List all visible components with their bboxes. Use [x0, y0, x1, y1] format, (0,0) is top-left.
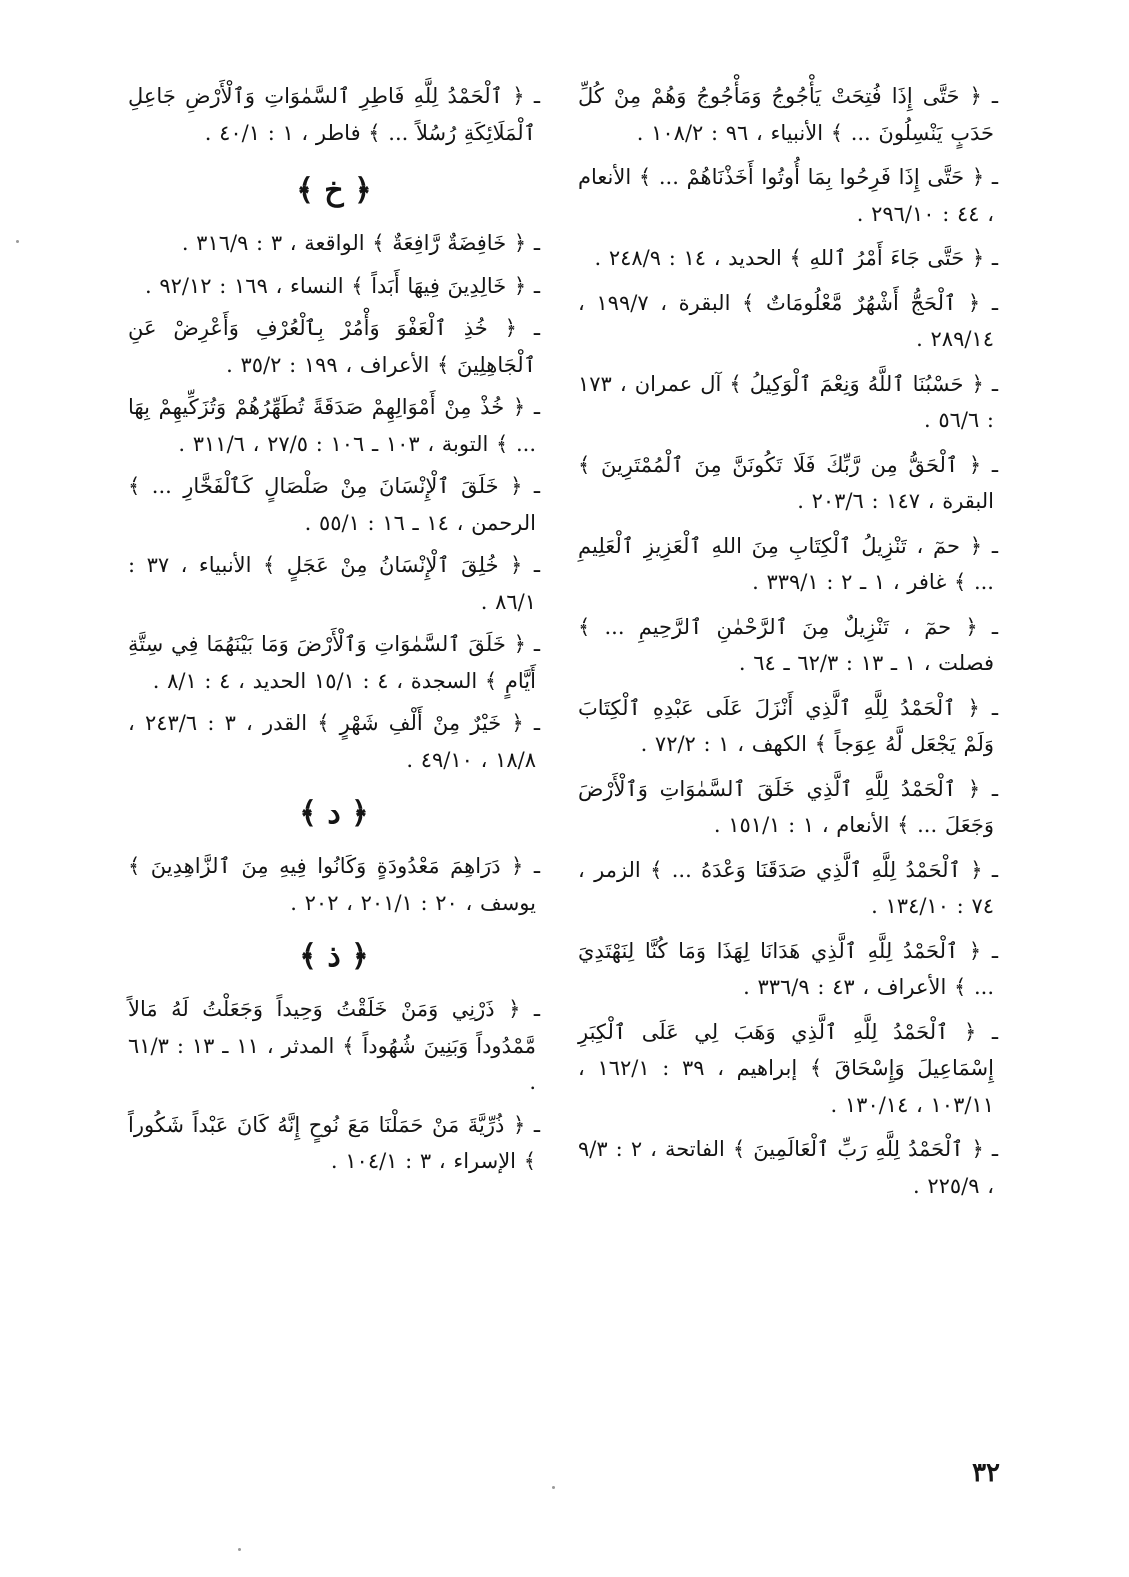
scan-speck	[16, 240, 19, 243]
index-entry: ـ ﴿ ٱلْحَمْدُ لِلَّهِ ٱلَّذِي وَهَبَ لِي عَلَى ٱلْكِبَرِ إِسْمَاعِيلَ وَإِسْحَاقَ ﴾ إبراهيم ، ٣٩ : ١٦٢/١ ، ١٠٣/١١ ، ١٣٠/١٤ .	[578, 1019, 998, 1117]
index-entry: ـ ﴿ ٱلْحَقُّ مِن رَّبِّكَ فَلَا تَكُونَنَّ مِنَ ٱلْمُمْتَرِينَ ﴾ البقرة ، ١٤٧ : ٢٠٣/٦ .	[578, 452, 998, 513]
scan-speck	[552, 1486, 555, 1489]
index-entry: ـ ﴿ حَتَّى جَاءَ أَمْرُ ٱللهِ ﴾ الحديد ، ١٤ : ٢٤٨/٩ .	[594, 246, 998, 270]
index-entry: ـ ﴿ ٱلْحَجُّ أَشْهُرٌ مَّعْلُومَاتٌ ﴾ البقرة ، ١٩٩/٧ ، ٢٨٩/١٤ .	[578, 290, 998, 351]
index-entry: ـ ﴿ ٱلْحَمْدُ لِلَّهِ ٱلَّذِي صَدَقَنَا وَعْدَهُ ... ﴾ الزمر ، ٧٤ : ١٣٤/١٠ .	[578, 857, 998, 918]
index-entry: ـ ﴿ خُذِ ٱلْعَفْوَ وَأْمُرْ بِٱلْعُرْفِ وَأَعْرِضْ عَنِ ٱلْجَاهِلِينَ ﴾ الأعراف ، ١٩٩ : ٣٥/٢ .	[128, 316, 540, 377]
index-entry: ـ ﴿ خَالِدِينَ فِيهَا أَبَداً ﴾ النساء ، ١٦٩ : ٩٢/١٢ .	[145, 273, 540, 298]
left-column	[128, 78, 540, 1186]
index-entry: ـ ﴿ حَسْبُنَا ٱللَّهُ وَنِعْمَ ٱلْوَكِيلُ ﴾ آل عمران ، ١٧٣ : ٥٦/٦ .	[578, 371, 998, 432]
index-entry: ـ ﴿ خُلِقَ ٱلْإِنْسَانُ مِنْ عَجَلٍ ﴾ الأنبياء ، ٣٧ : ٨٦/١ .	[128, 553, 540, 614]
index-entry: ـ ﴿ حَتَّى إِذَا فُتِحَتْ يَأْجُوجُ وَمَأْجُوجُ وَهُمْ مِنْ كُلِّ حَدَبٍ يَنْسِلُونَ ... ﴾ الأنبياء ، ٩٦ : ١٠٨/٢ .	[578, 84, 998, 145]
index-entry: ـ ﴿ ٱلْحَمْدُ لِلَّهِ ٱلَّذِي أَنْزَلَ عَلَى عَبْدِهِ ٱلْكِتَابَ وَلَمْ يَجْعَل لَّهُ عِوَجاً ﴾ الكهف ، ١ : ٧٢/٢ .	[578, 695, 998, 756]
index-entry: ـ ﴿ دَرَاهِمَ مَعْدُودَةٍ وَكَانُوا فِيهِ مِنَ ٱلزَّاهِدِينَ ﴾ يوسف ، ٢٠ : ٢٠١/١ ، ٢٠٢ .	[128, 854, 540, 915]
index-entry: ـ ﴿ ٱلْحَمْدُ لِلَّهِ فَاطِرِ ٱلسَّمٰوَاتِ وَٱلْأَرْضِ جَاعِلِ ٱلْمَلَائِكَةِ رُسُلاً ... ﴾ فاطر ، ١ : ٤٠/١ .	[128, 84, 540, 145]
index-entry: ـ ﴿ خَلَقَ ٱلسَّمٰوَاتِ وَٱلْأَرْضَ وَمَا بَيْنَهُمَا فِي سِتَّةِ أَيَّامٍ ﴾ السجدة ، ٤ : ١٥/١ الحديد ، ٤ : ٨/١ .	[128, 632, 540, 693]
index-entry: ـ ﴿ حمٓ ، تَنْزِيلُ ٱلْكِتَابِ مِنَ اللهِ ٱلْعَزِيزِ ٱلْعَلِيمِ ... ﴾ غافر ، ١ ـ ٢ : ٣٣٩/١ .	[578, 533, 998, 594]
page-number: ٣٢	[972, 1458, 1000, 1488]
index-entry: ـ ﴿ حمٓ ، تَنْزِيلٌ مِنَ ٱلرَّحْمٰنِ ٱلرَّحِيمِ ... ﴾ فصلت ، ١ ـ ١٣ : ٦٢/٣ ـ ٦٤ .	[578, 614, 998, 675]
scan-speck	[238, 1548, 241, 1551]
index-entry: ـ ﴿ ذَرْنِي وَمَنْ خَلَقْتُ وَحِيداً وَجَعَلْتُ لَهُ مَالاً مَّمْدُوداً وَبَنِينَ شُهُوداً ﴾ المدثر ، ١١ ـ ١٣ : ٦١/٣ .	[128, 997, 540, 1094]
index-entry: ـ ﴿ ذُرِّيَّةَ مَنْ حَمَلْنَا مَعَ نُوحٍ إِنَّهُ كَانَ عَبْداً شَكُوراً ﴾ الإسراء ، ٣ : ١٠٤/١ .	[128, 1112, 540, 1173]
index-entry: ـ ﴿ ٱلْحَمْدُ لِلَّهِ رَبِّ ٱلْعَالَمِينَ ﴾ الفاتحة ، ٢ : ٩/٣ ، ٢٢٥/٩ .	[578, 1137, 998, 1198]
index-entry: ـ ﴿ خُذْ مِنْ أَمْوَالِهِمْ صَدَقَةً تُطَهِّرُهُمْ وَتُزَكِّيهِمْ بِهَا ... ﴾ التوبة ، ١٠٣ ـ ١٠٦ : ٢٧/٥ ، ٣١١/٦ .	[128, 395, 540, 456]
section-header-kha: ﴿ خ ﴾	[296, 173, 372, 208]
index-entry: ـ ﴿ حَتَّى إِذَا فَرِحُوا بِمَا أُوتُوا أَخَذْنَاهُمْ ... ﴾ الأنعام ، ٤٤ : ٢٩٦/١٠ .	[578, 165, 998, 226]
index-entry: ـ ﴿ ٱلْحَمْدُ لِلَّهِ ٱلَّذِي خَلَقَ ٱلسَّمٰوَاتِ وَٱلْأَرْضَ وَجَعَلَ ... ﴾ الأنعام ، ١ : ١٥١/١ .	[578, 776, 998, 837]
index-entry: ـ ﴿ خَلَقَ ٱلْإِنْسَانَ مِنْ صَلْصَالٍ كَٱلْفَخَّارِ ... ﴾ الرحمن ، ١٤ ـ ١٦ : ٥٥/١ .	[128, 474, 540, 535]
index-entry: ـ ﴿ خَافِضَةٌ رَّافِعَةٌ ﴾ الواقعة ، ٣ : ٣١٦/٩ .	[181, 231, 540, 255]
section-header-dhal: ﴿ ذ ﴾	[299, 939, 369, 974]
section-header-dal: ﴿ د ﴾	[299, 796, 369, 831]
right-column	[578, 78, 998, 1212]
index-entry: ـ ﴿ ٱلْحَمْدُ لِلَّهِ ٱلَّذِي هَدَانَا لِهَذَا وَمَا كُنَّا لِنَهْتَدِيَ ... ﴾ الأعراف ، ٤٣ : ٣٣٦/٩ .	[578, 938, 998, 999]
index-entry: ـ ﴿ خَيْرٌ مِنْ أَلْفِ شَهْرٍ ﴾ القدر ، ٣ : ٢٤٣/٦ ، ١٨/٨ ، ٤٩/١٠ .	[128, 711, 540, 772]
